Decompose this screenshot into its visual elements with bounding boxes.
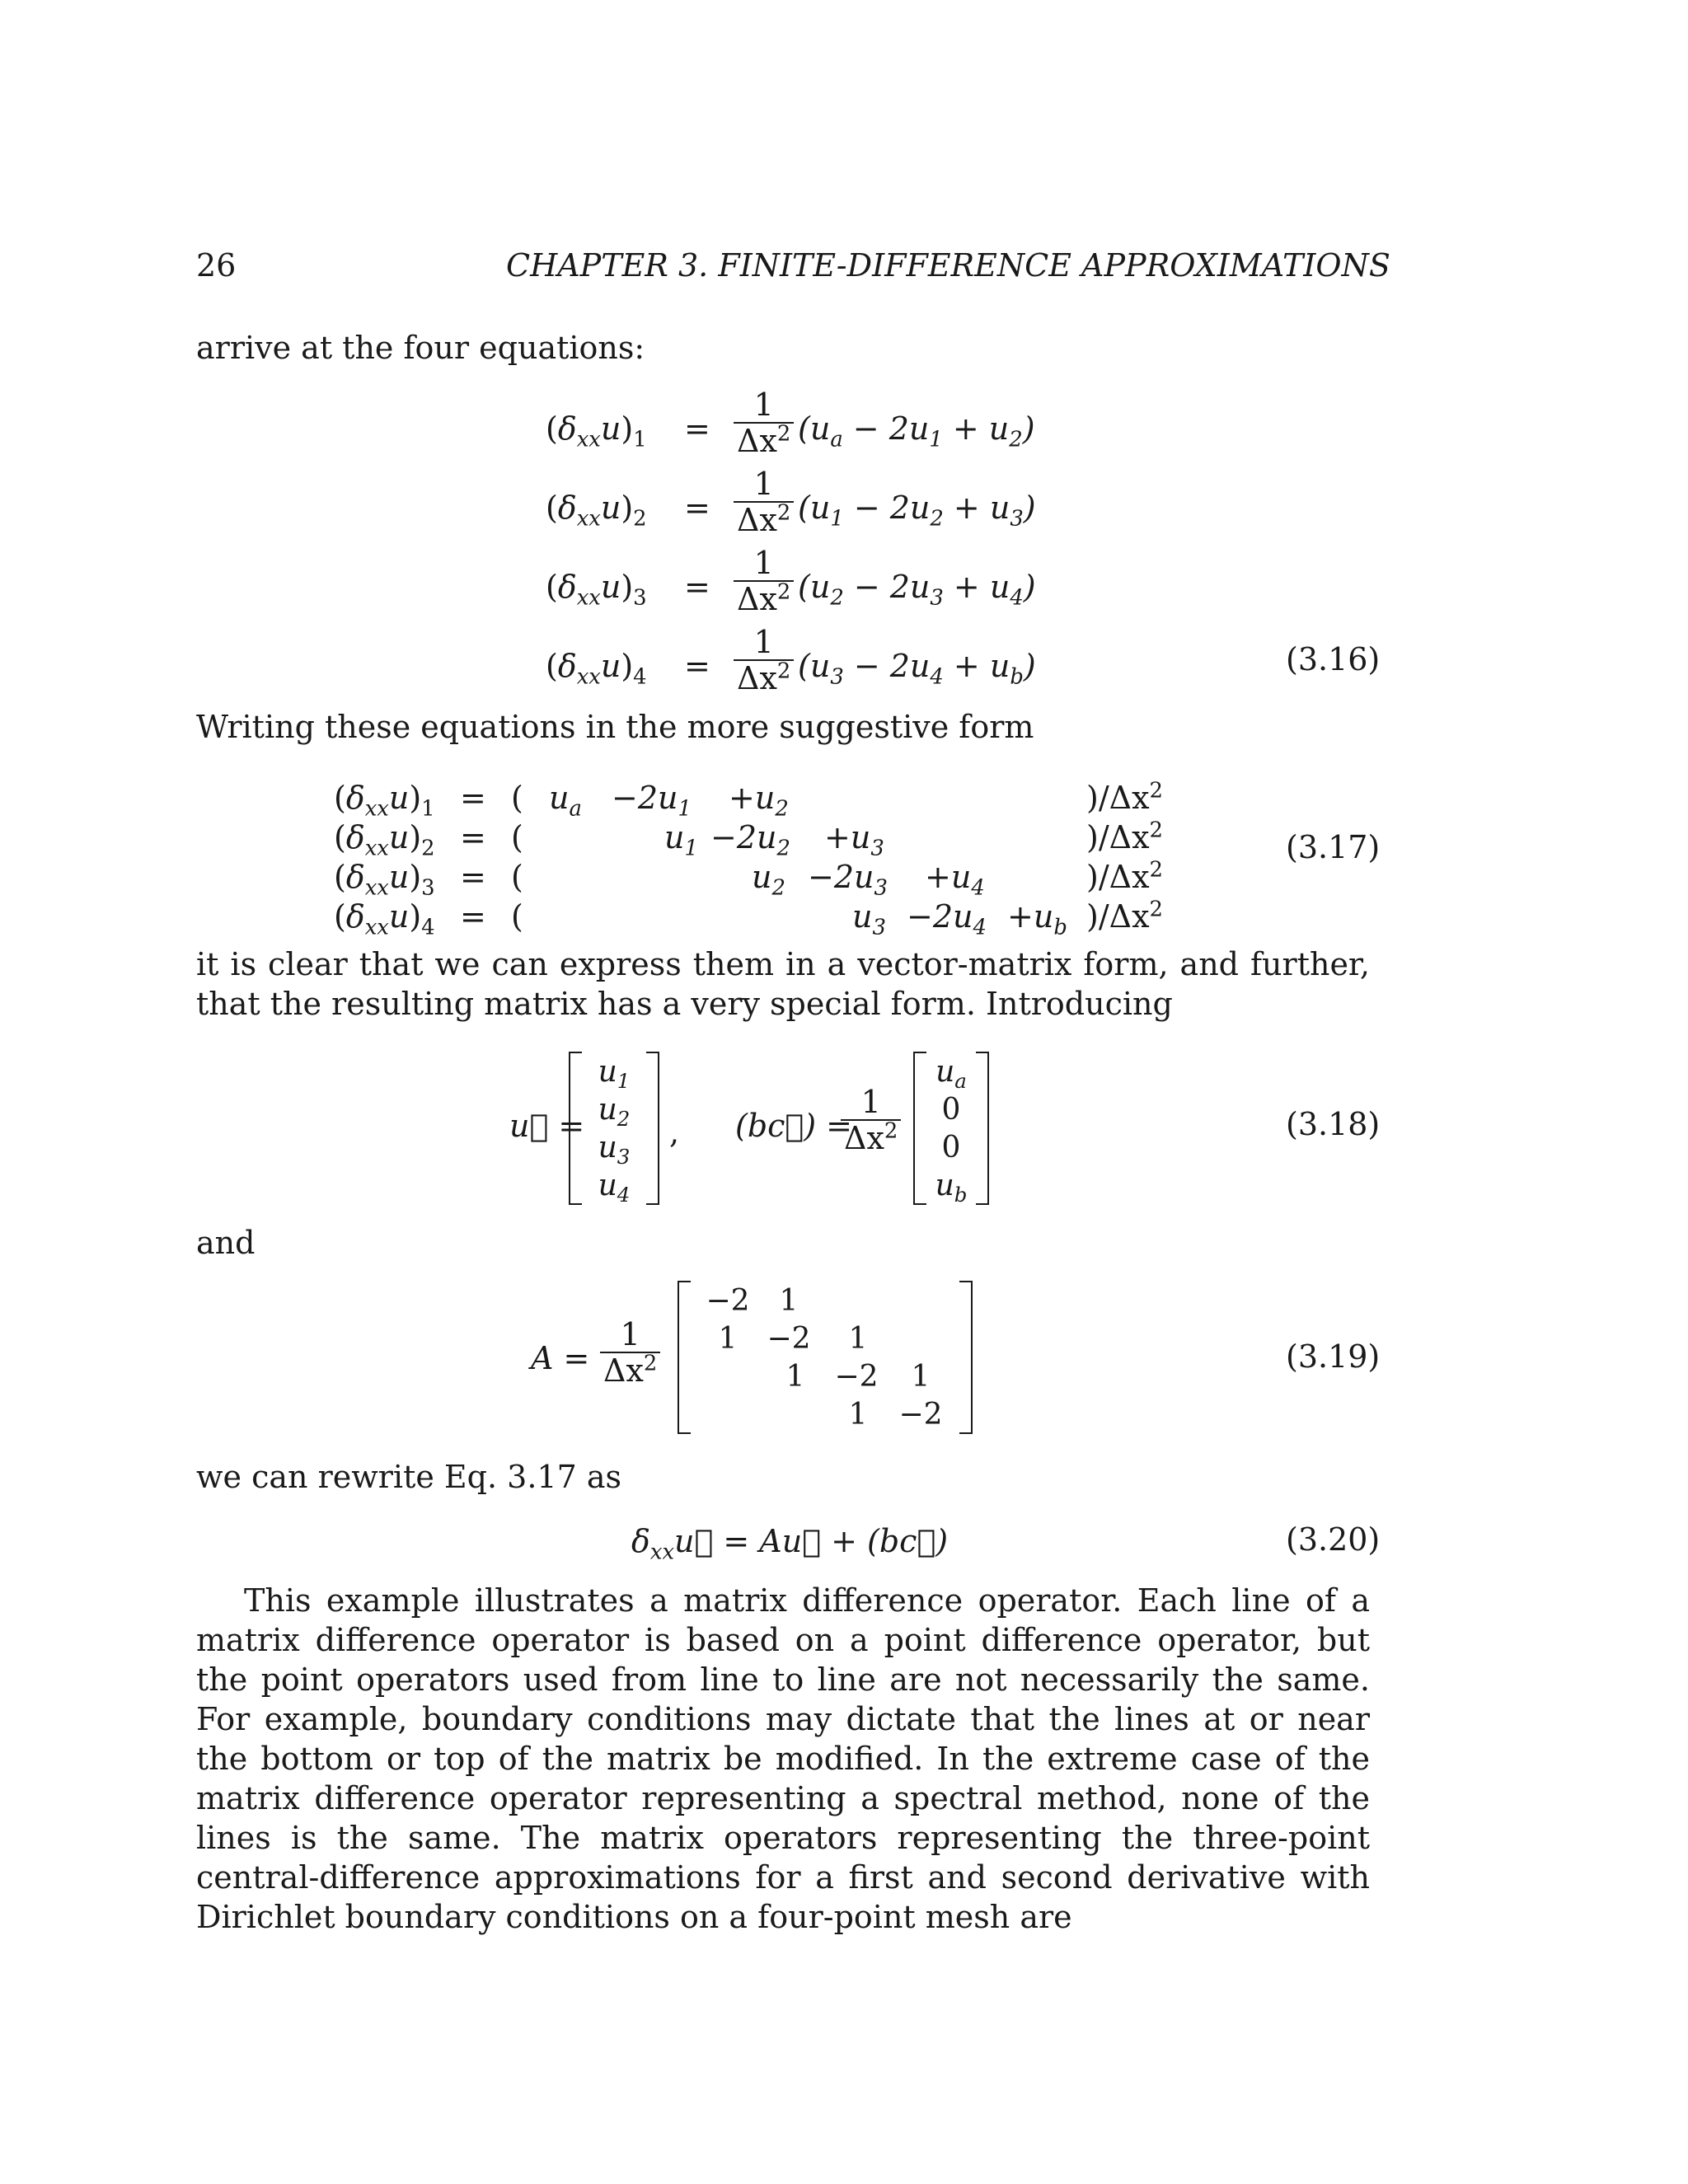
bc-vector: $u_a$ 0 0 $u_b$ xyxy=(913,1052,989,1205)
matrix-a-label: A = xyxy=(531,1340,590,1376)
eq318-number: (3.18) xyxy=(1286,1106,1381,1142)
matrix-a: −2 1 1 −2 1 1 −2 1 1 −2 xyxy=(678,1281,973,1434)
suggestive-text: Writing these equations in the more suggestive form xyxy=(196,709,1034,745)
eq316-rhs-2: $(u_1 - 2u_2 + u_3)$ xyxy=(798,490,1036,532)
u-vector: $u_1$ $u_2$ $u_3$ $u_4$ xyxy=(569,1052,659,1205)
page-number: 26 xyxy=(196,247,237,284)
eq317-number: (3.17) xyxy=(1286,829,1381,865)
eq320-body: $\delta_{xx}u⃗$ = Au⃗ + (bc⃗) xyxy=(631,1523,949,1565)
intro-text: arrive at the four equations: xyxy=(196,330,645,366)
eq316-row-2: $(\delta_{xx}u)_2$ xyxy=(546,490,647,532)
u-vector-label: u⃗ = xyxy=(509,1108,585,1144)
eq316-frac-1: $\frac{1}{\Delta x^2}$ xyxy=(734,389,794,458)
eq316-rhs-4: $(u_3 - 2u_4 + u_b)$ xyxy=(798,648,1036,690)
eq319-number: (3.19) xyxy=(1286,1338,1381,1375)
running-head: CHAPTER 3. FINITE-DIFFERENCE APPROXIMATIONS xyxy=(506,247,1390,284)
and-text: and xyxy=(196,1225,256,1261)
eq316-row-4: $(\delta_{xx}u)_4$ xyxy=(546,648,647,690)
eq316-row-3: $(\delta_{xx}u)_3$ xyxy=(546,569,647,611)
eq316-rhs-1: $(u_a - 2u_1 + u_2)$ xyxy=(798,410,1035,452)
final-paragraph: This example illustrates a matrix difference operator. Each line of a matrix difference operator is based on a point difference operator, but the point operators used from line to line are not necessarily the same. For example, boundary conditions may dictate that the lines at or near the bottom or top of the matrix be modified. In the extreme case of the matrix difference operator representing a spectral method, none of the lines is the same. The matrix operators representing the three-point central-difference approximations for a first and second derivative with Dirichlet boundary conditions on a four-point mesh are xyxy=(196,1582,1370,1935)
bc-label: (bc⃗) = xyxy=(735,1108,852,1144)
rewrite-text: we can rewrite Eq. 3.17 as xyxy=(196,1459,621,1495)
eq320-number: (3.20) xyxy=(1286,1521,1381,1558)
eq316-row-1: $(\delta_{xx}u)_1$ xyxy=(546,410,647,452)
vector-paragraph: it is clear that we can express them in a vector-matrix form, and further, that the resulting matrix has a very special form. Introducing xyxy=(196,946,1370,1022)
eq316-rhs-3: $(u_2 - 2u_3 + u_4)$ xyxy=(798,569,1036,611)
eq316-number: (3.16) xyxy=(1286,641,1381,677)
